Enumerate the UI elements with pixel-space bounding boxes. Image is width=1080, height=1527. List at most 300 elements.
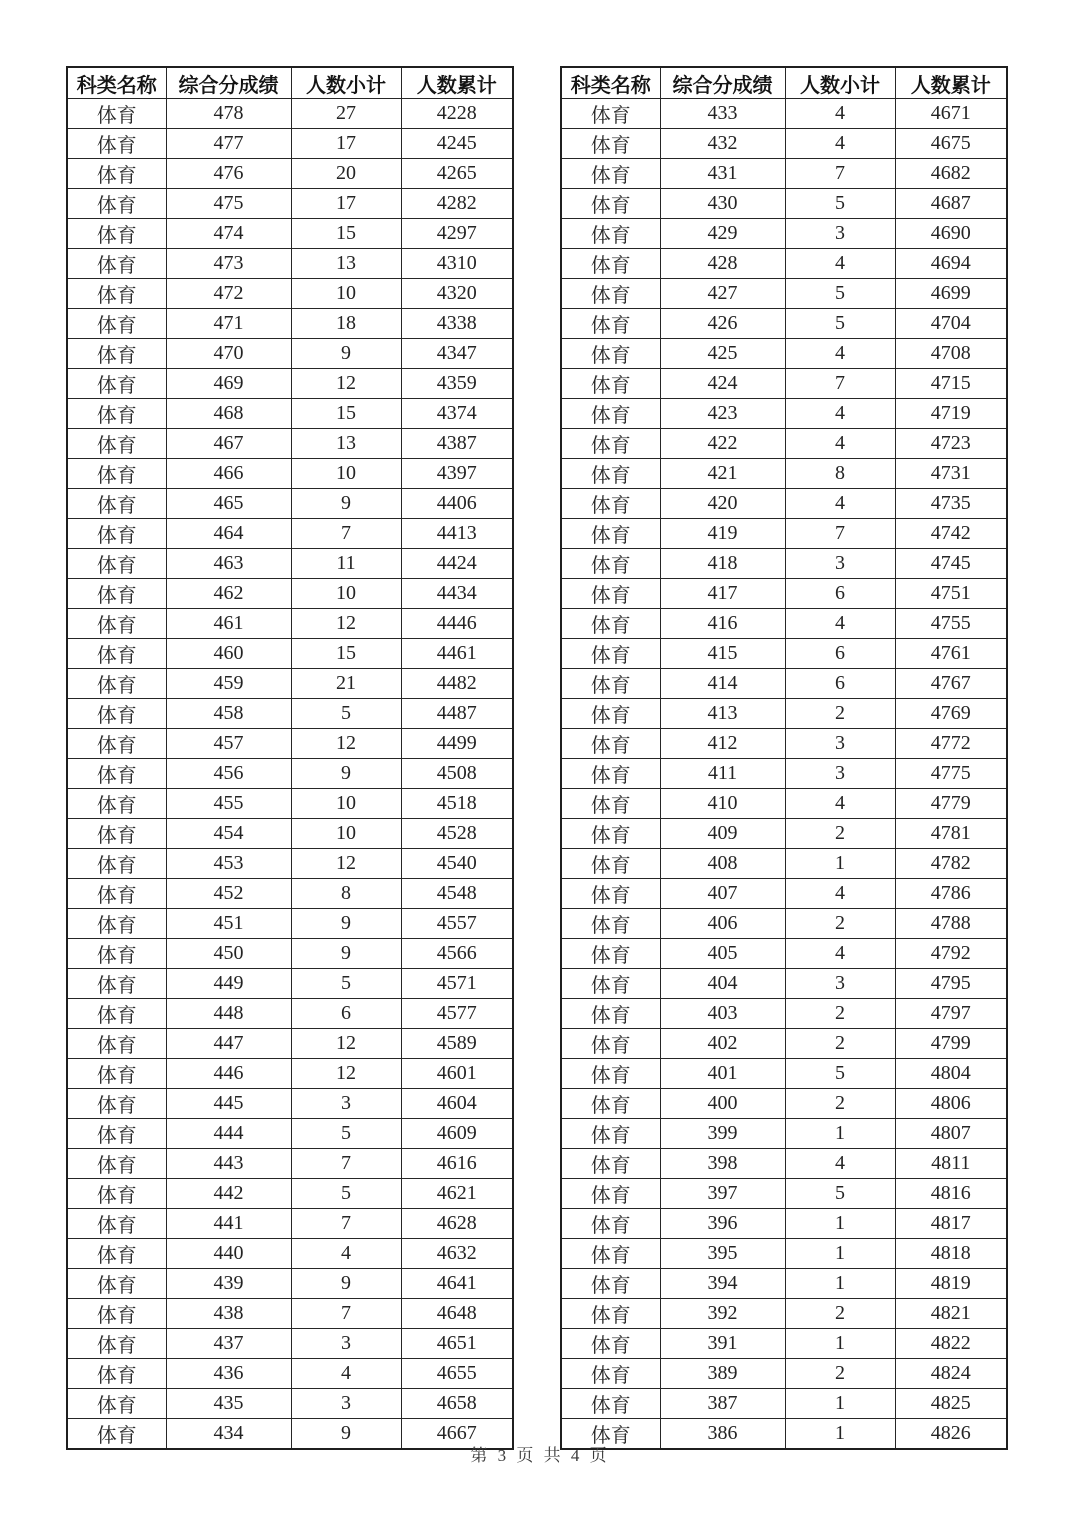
table-cell: 体育 <box>561 1089 660 1119</box>
table-cell: 6 <box>785 579 895 609</box>
table-cell: 4807 <box>895 1119 1007 1149</box>
table-cell: 4795 <box>895 969 1007 999</box>
table-row <box>561 1029 1007 1059</box>
table-cell: 体育 <box>67 999 166 1029</box>
table-cell: 391 <box>660 1329 785 1359</box>
table-cell: 4825 <box>895 1389 1007 1419</box>
table-cell: 451 <box>166 909 291 939</box>
table-cell: 450 <box>166 939 291 969</box>
table-cell: 2 <box>785 999 895 1029</box>
table-cell: 9 <box>291 489 401 519</box>
table-row <box>561 489 1007 519</box>
table-body-left <box>67 99 513 1450</box>
column-header: 人数小计 <box>785 67 895 99</box>
table-cell: 441 <box>166 1209 291 1239</box>
table-cell: 体育 <box>561 1419 660 1450</box>
table-cell: 423 <box>660 399 785 429</box>
table-cell: 体育 <box>67 1239 166 1269</box>
table-row <box>561 519 1007 549</box>
table-cell: 4719 <box>895 399 1007 429</box>
table-row <box>561 819 1007 849</box>
table-cell: 5 <box>291 699 401 729</box>
table-cell: 体育 <box>561 909 660 939</box>
table-cell: 458 <box>166 699 291 729</box>
table-cell: 4788 <box>895 909 1007 939</box>
table-cell: 4671 <box>895 99 1007 129</box>
table-cell: 4 <box>785 339 895 369</box>
table-cell: 4499 <box>401 729 513 759</box>
table-cell: 426 <box>660 309 785 339</box>
table-cell: 体育 <box>67 1179 166 1209</box>
table-cell: 432 <box>660 129 785 159</box>
table-cell: 9 <box>291 1269 401 1299</box>
table-cell: 4767 <box>895 669 1007 699</box>
table-cell: 体育 <box>67 1029 166 1059</box>
table-cell: 4811 <box>895 1149 1007 1179</box>
table-cell: 体育 <box>67 849 166 879</box>
table-cell: 体育 <box>561 549 660 579</box>
table-cell: 4228 <box>401 99 513 129</box>
table-row <box>67 669 513 699</box>
table-cell: 27 <box>291 99 401 129</box>
table-cell: 445 <box>166 1089 291 1119</box>
table-row <box>67 549 513 579</box>
table-cell: 4772 <box>895 729 1007 759</box>
table-cell: 7 <box>785 369 895 399</box>
table-cell: 434 <box>166 1419 291 1450</box>
table-cell: 4819 <box>895 1269 1007 1299</box>
table-cell: 体育 <box>67 1059 166 1089</box>
table-cell: 8 <box>785 459 895 489</box>
table-cell: 体育 <box>67 1119 166 1149</box>
table-cell: 5 <box>785 189 895 219</box>
table-cell: 430 <box>660 189 785 219</box>
table-cell: 389 <box>660 1359 785 1389</box>
table-cell: 4632 <box>401 1239 513 1269</box>
table-cell: 体育 <box>561 369 660 399</box>
column-header: 综合分成绩 <box>166 67 291 99</box>
table-row <box>561 729 1007 759</box>
table-cell: 4817 <box>895 1209 1007 1239</box>
table-cell: 4818 <box>895 1239 1007 1269</box>
table-cell: 体育 <box>561 1329 660 1359</box>
table-cell: 体育 <box>561 309 660 339</box>
table-cell: 4482 <box>401 669 513 699</box>
table-cell: 体育 <box>561 249 660 279</box>
table-cell: 462 <box>166 579 291 609</box>
table-cell: 体育 <box>561 849 660 879</box>
table-cell: 404 <box>660 969 785 999</box>
table-row <box>561 999 1007 1029</box>
table-cell: 4 <box>785 249 895 279</box>
table-cell: 4821 <box>895 1299 1007 1329</box>
table-cell: 4338 <box>401 309 513 339</box>
table-cell: 2 <box>785 1029 895 1059</box>
table-cell: 体育 <box>561 579 660 609</box>
table-cell: 9 <box>291 339 401 369</box>
table-cell: 体育 <box>67 729 166 759</box>
table-row <box>561 189 1007 219</box>
table-cell: 体育 <box>67 1209 166 1239</box>
table-cell: 4 <box>785 399 895 429</box>
table-cell: 体育 <box>561 1209 660 1239</box>
table-cell: 409 <box>660 819 785 849</box>
table-cell: 435 <box>166 1389 291 1419</box>
table-cell: 4708 <box>895 339 1007 369</box>
table-cell: 体育 <box>561 129 660 159</box>
table-cell: 4723 <box>895 429 1007 459</box>
table-cell: 418 <box>660 549 785 579</box>
table-cell: 4 <box>785 99 895 129</box>
table-cell: 4 <box>785 429 895 459</box>
table-cell: 4804 <box>895 1059 1007 1089</box>
table-cell: 9 <box>291 939 401 969</box>
table-cell: 465 <box>166 489 291 519</box>
table-cell: 体育 <box>67 879 166 909</box>
table-cell: 4769 <box>895 699 1007 729</box>
table-row <box>67 609 513 639</box>
table-cell: 体育 <box>67 549 166 579</box>
table-row <box>561 699 1007 729</box>
table-cell: 体育 <box>67 369 166 399</box>
table-cell: 21 <box>291 669 401 699</box>
table-row <box>561 939 1007 969</box>
table-cell: 体育 <box>67 129 166 159</box>
table-cell: 体育 <box>561 429 660 459</box>
table-cell: 4682 <box>895 159 1007 189</box>
table-cell: 体育 <box>67 759 166 789</box>
table-cell: 4786 <box>895 879 1007 909</box>
table-row <box>67 489 513 519</box>
table-cell: 437 <box>166 1329 291 1359</box>
table-cell: 429 <box>660 219 785 249</box>
table-cell: 453 <box>166 849 291 879</box>
table-cell: 461 <box>166 609 291 639</box>
table-row <box>561 1329 1007 1359</box>
table-cell: 411 <box>660 759 785 789</box>
table-cell: 12 <box>291 729 401 759</box>
table-cell: 体育 <box>67 309 166 339</box>
table-cell: 405 <box>660 939 785 969</box>
table-cell: 15 <box>291 639 401 669</box>
table-cell: 413 <box>660 699 785 729</box>
table-row <box>67 1029 513 1059</box>
table-row <box>561 249 1007 279</box>
table-row <box>67 1329 513 1359</box>
table-row <box>67 309 513 339</box>
table-cell: 4694 <box>895 249 1007 279</box>
table-cell: 4690 <box>895 219 1007 249</box>
table-row <box>67 1269 513 1299</box>
table-cell: 体育 <box>67 279 166 309</box>
header-row <box>67 67 513 99</box>
table-cell: 433 <box>660 99 785 129</box>
table-cell: 443 <box>166 1149 291 1179</box>
table-cell: 398 <box>660 1149 785 1179</box>
table-cell: 3 <box>785 969 895 999</box>
table-cell: 体育 <box>67 819 166 849</box>
table-row <box>561 429 1007 459</box>
table-cell: 7 <box>291 519 401 549</box>
table-cell: 17 <box>291 129 401 159</box>
table-row <box>561 279 1007 309</box>
table-cell: 4799 <box>895 1029 1007 1059</box>
table-cell: 体育 <box>561 609 660 639</box>
table-cell: 472 <box>166 279 291 309</box>
table-cell: 3 <box>785 759 895 789</box>
table-cell: 体育 <box>67 489 166 519</box>
table-cell: 4742 <box>895 519 1007 549</box>
table-cell: 体育 <box>561 189 660 219</box>
table-cell: 399 <box>660 1119 785 1149</box>
table-cell: 4745 <box>895 549 1007 579</box>
table-cell: 4347 <box>401 339 513 369</box>
table-cell: 4 <box>785 789 895 819</box>
table-cell: 4 <box>785 879 895 909</box>
table-cell: 体育 <box>561 759 660 789</box>
table-cell: 体育 <box>67 909 166 939</box>
table-row <box>67 909 513 939</box>
table-cell: 12 <box>291 369 401 399</box>
table-cell: 体育 <box>561 699 660 729</box>
table-cell: 5 <box>291 1119 401 1149</box>
table-row <box>67 1299 513 1329</box>
table-cell: 4761 <box>895 639 1007 669</box>
table-cell: 4782 <box>895 849 1007 879</box>
table-cell: 454 <box>166 819 291 849</box>
table-row <box>67 1209 513 1239</box>
table-cell: 6 <box>785 669 895 699</box>
table-cell: 2 <box>785 819 895 849</box>
table-cell: 体育 <box>67 429 166 459</box>
table-cell: 4704 <box>895 309 1007 339</box>
table-cell: 体育 <box>561 519 660 549</box>
table-cell: 4641 <box>401 1269 513 1299</box>
table-cell: 体育 <box>67 519 166 549</box>
table-cell: 4374 <box>401 399 513 429</box>
table-cell: 12 <box>291 849 401 879</box>
table-cell: 体育 <box>561 789 660 819</box>
table-cell: 体育 <box>67 1329 166 1359</box>
table-cell: 体育 <box>561 1119 660 1149</box>
table-cell: 452 <box>166 879 291 909</box>
table-cell: 395 <box>660 1239 785 1269</box>
table-row <box>561 159 1007 189</box>
table-cell: 10 <box>291 789 401 819</box>
table-row <box>561 1359 1007 1389</box>
table-cell: 体育 <box>67 1359 166 1389</box>
table-row <box>67 579 513 609</box>
table-cell: 体育 <box>67 579 166 609</box>
column-header: 人数累计 <box>895 67 1007 99</box>
table-cell: 体育 <box>561 819 660 849</box>
table-cell: 6 <box>785 639 895 669</box>
table-cell: 体育 <box>561 399 660 429</box>
table-row <box>67 699 513 729</box>
table-row <box>67 429 513 459</box>
table-cell: 4413 <box>401 519 513 549</box>
table-cell: 463 <box>166 549 291 579</box>
table-row <box>561 399 1007 429</box>
table-cell: 1 <box>785 1389 895 1419</box>
table-cell: 11 <box>291 549 401 579</box>
table-cell: 2 <box>785 1359 895 1389</box>
table-row <box>67 1359 513 1389</box>
table-cell: 体育 <box>67 789 166 819</box>
table-cell: 460 <box>166 639 291 669</box>
table-cell: 体育 <box>561 1389 660 1419</box>
table-cell: 体育 <box>67 939 166 969</box>
table-cell: 体育 <box>561 219 660 249</box>
page-footer: 第 3 页 共 4 页 <box>470 1446 610 1465</box>
table-row <box>67 129 513 159</box>
table-cell: 4601 <box>401 1059 513 1089</box>
table-row <box>561 129 1007 159</box>
table-row <box>67 1179 513 1209</box>
table-cell: 464 <box>166 519 291 549</box>
table-cell: 体育 <box>67 609 166 639</box>
table-cell: 7 <box>291 1299 401 1329</box>
table-cell: 12 <box>291 609 401 639</box>
table-cell: 4245 <box>401 129 513 159</box>
table-cell: 4297 <box>401 219 513 249</box>
table-cell: 体育 <box>561 1359 660 1389</box>
table-cell: 4540 <box>401 849 513 879</box>
table-cell: 体育 <box>561 639 660 669</box>
table-cell: 4571 <box>401 969 513 999</box>
table-cell: 386 <box>660 1419 785 1450</box>
table-cell: 401 <box>660 1059 785 1089</box>
table-cell: 4461 <box>401 639 513 669</box>
table-row <box>67 219 513 249</box>
table-cell: 17 <box>291 189 401 219</box>
table-cell: 4508 <box>401 759 513 789</box>
table-row <box>67 369 513 399</box>
table-row <box>561 669 1007 699</box>
table-cell: 4265 <box>401 159 513 189</box>
table-row <box>561 759 1007 789</box>
table-cell: 416 <box>660 609 785 639</box>
table-row <box>67 519 513 549</box>
table-row <box>67 639 513 669</box>
table-cell: 2 <box>785 1299 895 1329</box>
table-cell: 412 <box>660 729 785 759</box>
table-row <box>67 1149 513 1179</box>
table-cell: 397 <box>660 1179 785 1209</box>
table-cell: 4406 <box>401 489 513 519</box>
table-cell: 3 <box>785 729 895 759</box>
table-cell: 体育 <box>561 879 660 909</box>
table-cell: 1 <box>785 1419 895 1450</box>
table-cell: 体育 <box>67 669 166 699</box>
table-cell: 8 <box>291 879 401 909</box>
table-cell: 1 <box>785 1329 895 1359</box>
table-cell: 448 <box>166 999 291 1029</box>
table-cell: 4548 <box>401 879 513 909</box>
table-cell: 5 <box>291 1179 401 1209</box>
table-cell: 体育 <box>561 159 660 189</box>
table-cell: 478 <box>166 99 291 129</box>
table-cell: 10 <box>291 279 401 309</box>
table-row <box>67 789 513 819</box>
table-cell: 体育 <box>67 1089 166 1119</box>
table-cell: 体育 <box>561 339 660 369</box>
table-row <box>561 99 1007 129</box>
table-cell: 473 <box>166 249 291 279</box>
table-row <box>561 1179 1007 1209</box>
table-cell: 体育 <box>561 489 660 519</box>
table-cell: 4731 <box>895 459 1007 489</box>
table-cell: 476 <box>166 159 291 189</box>
table-row <box>561 639 1007 669</box>
table-cell: 5 <box>785 279 895 309</box>
table-cell: 3 <box>291 1089 401 1119</box>
table-row <box>67 939 513 969</box>
score-table-right <box>560 66 1008 1450</box>
table-cell: 4424 <box>401 549 513 579</box>
table-row <box>67 189 513 219</box>
table-cell: 4792 <box>895 939 1007 969</box>
table-cell: 4806 <box>895 1089 1007 1119</box>
table-cell: 4755 <box>895 609 1007 639</box>
table-cell: 438 <box>166 1299 291 1329</box>
table-cell: 447 <box>166 1029 291 1059</box>
table-cell: 4 <box>785 939 895 969</box>
table-cell: 15 <box>291 219 401 249</box>
table-cell: 7 <box>291 1149 401 1179</box>
table-cell: 4648 <box>401 1299 513 1329</box>
table-cell: 4628 <box>401 1209 513 1239</box>
table-cell: 18 <box>291 309 401 339</box>
table-cell: 474 <box>166 219 291 249</box>
table-row <box>67 339 513 369</box>
table-cell: 4 <box>785 1149 895 1179</box>
table-cell: 419 <box>660 519 785 549</box>
table-row <box>67 279 513 309</box>
table-row <box>561 219 1007 249</box>
table-cell: 12 <box>291 1059 401 1089</box>
table-header-left <box>67 67 513 99</box>
table-cell: 体育 <box>561 279 660 309</box>
table-row <box>67 1389 513 1419</box>
table-cell: 425 <box>660 339 785 369</box>
table-cell: 体育 <box>561 969 660 999</box>
table-cell: 体育 <box>561 1299 660 1329</box>
column-header: 人数小计 <box>291 67 401 99</box>
table-cell: 456 <box>166 759 291 789</box>
table-cell: 4824 <box>895 1359 1007 1389</box>
table-cell: 4589 <box>401 1029 513 1059</box>
table-cell: 体育 <box>561 1059 660 1089</box>
table-row <box>561 909 1007 939</box>
table-cell: 1 <box>785 1269 895 1299</box>
table-cell: 469 <box>166 369 291 399</box>
table-cell: 446 <box>166 1059 291 1089</box>
table-cell: 4446 <box>401 609 513 639</box>
table-cell: 436 <box>166 1359 291 1389</box>
table-cell: 4604 <box>401 1089 513 1119</box>
table-cell: 1 <box>785 1239 895 1269</box>
table-cell: 4822 <box>895 1329 1007 1359</box>
table-cell: 444 <box>166 1119 291 1149</box>
table-cell: 4616 <box>401 1149 513 1179</box>
table-row <box>561 339 1007 369</box>
table-cell: 414 <box>660 669 785 699</box>
table-cell: 4715 <box>895 369 1007 399</box>
table-cell: 4621 <box>401 1179 513 1209</box>
table-cell: 9 <box>291 909 401 939</box>
table-cell: 7 <box>785 159 895 189</box>
